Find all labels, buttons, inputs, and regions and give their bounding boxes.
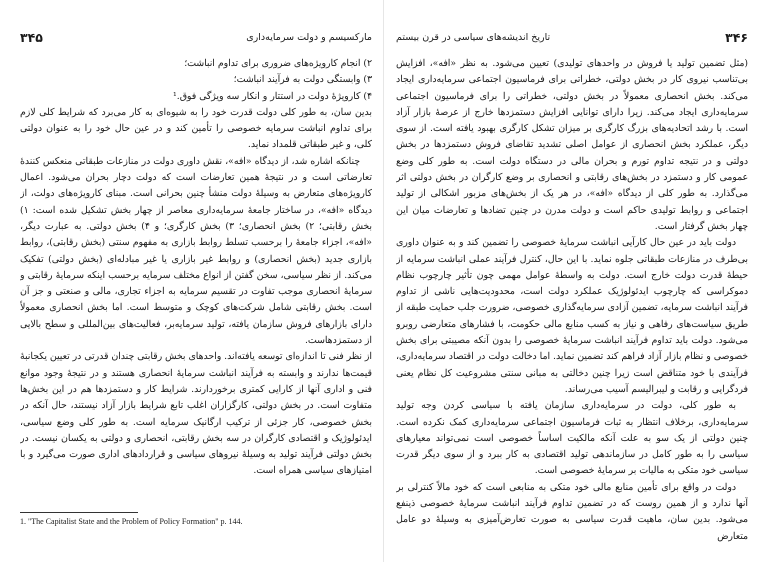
list-item: ۳) وابستگی دولت به فرآیند انباشت؛ xyxy=(233,74,372,86)
paragraph: دولت در واقع برای تأمین منابع مالی خود متکی به منابعی است که خود مالاً کنترلی بر آنها ندارد و از همین روست که در تضمین تداوم فرآیند انباشت سرمایهٔ خصوصی ذینفع می‌شود. بدین سان، ماهیت قدرت سیاسی به صورت تعارض‌آمیزی به وسیلهٔ دو عامل متعارض xyxy=(396,481,748,542)
right-page-header xyxy=(396,30,748,48)
paragraph: (مثل تضمین تولید یا فروش در واحدهای تولیدی) تعیین می‌شود. به نظر «افه»، افزایش بی‌تناسب نیروی کار در بخش دولتی، خطراتی برای فرماسیون اجتماعی سرمایه‌داری ایجاد می‌کند. بخش انحصاری معمولاً در بخش دولتی، خطراتی را برای فرماسیون اجتماعی سرمایه‌داری ایجاد می‌کند. زیرا دارای توانایی افزایش دستمزدها خارج از عرصهٔ بازار آزاد است. با رشد اتحادیه‌های بزرگ کارگری بر میزان تشکل کارگری بهبود یافته است. از سوی دیگر، عملکرد بخش انحصاری از عوامل اصلی تشدید تقاضای فروش دستمزدها در بخش دولتی و در نتیجه تداوم تورم و بحران مالی در دستگاه دولت است. به طور کلی وضع عمومی کار و دستمزد در بخش‌های رقابتی و انحصاری بر وضع کارگران در بخش دولتی اثر می‌گذارد. به طور کلی از دیدگاه «افه»، در هر یک از بخش‌های مزبور اشکالی از تولید اجتماعی و روابط تولیدی حاکم است و دولت مدرن در چنین تضادها و تعارضات میان این چهار بخش گرفتار است. xyxy=(396,58,748,232)
right-page-body xyxy=(396,56,748,542)
right-running-title: تاریخ اندیشه‌های سیاسی در قرن بیستم xyxy=(396,32,551,43)
list-item: ۲) انجام کارویژه‌های ضروری برای تداوم انباشت؛ xyxy=(184,58,372,69)
left-page-header xyxy=(20,30,372,48)
left-page-body xyxy=(20,56,372,508)
left-page-number: ۳۴۵ xyxy=(20,30,43,45)
left-running-title: مارکسیسم و دولت سرمایه‌داری xyxy=(246,32,372,43)
page-gutter xyxy=(383,0,384,562)
footnote: 1. "The Capitalist State and the Problem of Policy Formation" p. 144. xyxy=(20,517,243,526)
paragraph: دولت باید در عین حال کارآیی انباشت سرمایهٔ خصوصی را تضمین کند و به عنوان داوری بی‌طرف در منازعات طبقاتی جلوه نماید. با این حال، کنترل فرآیند عملی انباشت سرمایه از حیطهٔ قدرت دولت خارج است. دولت به واسطهٔ عوامل مهمی چون تأثیر چارچوب نظام دموکراسی که چارچوب ایدئولوژیک عملکرد دولت است، محدودیت‌هایی ناشی از تداوم فرآیند انباشت سرمایه، تضمین آزادی سرمایه‌گذاری خصوصی، ضرورت جلب حمایت طبقه از طریق سیاست‌های رفاهی و نیاز به کسب منابع مالی حکومت، با فشارهای متعارضی روبرو می‌شود. دولت باید تداوم فرآیند انباشت سرمایهٔ خصوصی را بدون آنکه مصیبتی برای بخش خصوصی و نظام بازار آزاد فراهم کند تضمین نماید. اما دخالت دولت در اقتصاد سرمایه‌داری، فرآیندی با خود متناقض است زیرا چنین دخالتی به مبانی سنتی مشروعیت کل نظام یعنی فردگرایی و رقابت و لیبرالیسم آسیب می‌رساند. xyxy=(396,237,748,395)
paragraph: از نظر فنی تا اندازه‌ای توسعه یافته‌اند. واحدهای بخش رقابتی چندان قدرتی در تعیین یکجانبهٔ قیمت‌ها ندارند و وابسته به فرآیند انباشت سرمایهٔ انحصاری هستند و در نتیجهٔ وجود موانع فنی و اداری آنها از کارایی کمتری برخوردارند. شرایط کار و دستمزدها هم در این بخش‌ها متفاوت است. در بخش دولتی، کارگزاران اغلب تابع شرایط بازار آزاد نیستند، حال آنکه در بخش خصوصی، کار جزئی از ترکیب ارگانیک سرمایه است. به طور کلی وضع سیاسی، ایدئولوژیک و اقتصادی کارگران در سه بخش رقابتی، انحصاری و دولتی به یکسان نیست. در بخش دولتی فرآیند تولید به وسیلهٔ نیروهای سیاسی و قراردادهای اداری صورت می‌گیرد و با امتیازهای سیاسی همراه است. xyxy=(20,351,372,477)
right-page-number: ۳۴۶ xyxy=(725,30,748,45)
right-page xyxy=(396,0,748,562)
paragraph: بدین سان، به طور کلی دولت قدرت خود را به شیوه‌ای به کار می‌برد که شرایط کلی لازم برای تداوم انباشت سرمایه خصوصی را تأمین کند و در عین حال خود را به عنوان دولتی کلی، و غیر طبقاتی قلمداد نماید. xyxy=(20,106,372,151)
paragraph: چنانکه اشاره شد، از دیدگاه «افه»، نقش داوری دولت در منازعات طبقاتی منعکس کنندهٔ تعارضاتی است و در نتیجهٔ همین تعارضات است که دولت دچار بحران می‌شود. اعمال کارویژه‌های متعارض به وسیلهٔ دولت منشأ چنین بحرانی است. مبنای کارویژه‌های دولت، از دیدگاه «افه»، در ساختار جامعهٔ سرمایه‌داری معاصر از چهار بخش تشکیل شده است: ۱) بخش رقابتی؛ ۲) بخش انحصاری؛ ۳) بخش کارگری؛ و ۴) بخش دولتی. به عبارت دیگر، «افه»، اجزاء جامعهٔ را برحسب تسلط روابط بازاری به مفهوم سنتی (بخش رقابتی)، روابط بازاری جدید (بخش انحصاری) و روابط غیر بازاری یا غیر مبادله‌ای (بخش دولتی) تفکیک می‌کند. از نظر سیاسی، سخن گفتن از انواع مختلف سرمایه برحسب اینکه سرمایهٔ رقابتی و سرمایهٔ انحصاری موجب تفاوت در تقسیم سرمایه به اجزاء تجاری، مالی و صنعتی و جز آن است. بخش رقابتی شامل شرکت‌های کوچک و متوسط است. اما بخش انحصاری معمولاً دارای بازارهای فروش سازمان یافته، تولید سرمایه‌بر، فعالیت‌های بین‌المللی و سطح بالایی از دستمزدهاست. xyxy=(20,155,372,347)
footnote-rule xyxy=(20,512,138,513)
left-page xyxy=(20,0,372,562)
list-item: ۴) کارویژهٔ دولت در استتار و انکار سه ویژگی فوق.¹ xyxy=(173,90,372,102)
paragraph: به طور کلی، دولت در سرمایه‌داری سازمان یافته با سیاسی کردن وجه تولید سرمایه‌داری، برخلاف انتظار به ثبات فرماسیون اجتماعی سرمایه‌داری کمک نکرده است. چنین دولتی از یک سو به علت آنکه مالکیت اساساً خصوصی است نمی‌تواند معیارهای سیاسی را به طور کامل در سازماندهی تولید اقتصادی به کار ببرد و از سوی دیگر قدرت سیاسی خود متکی به مالیات بر سرمایهٔ خصوصی است. xyxy=(396,400,748,477)
